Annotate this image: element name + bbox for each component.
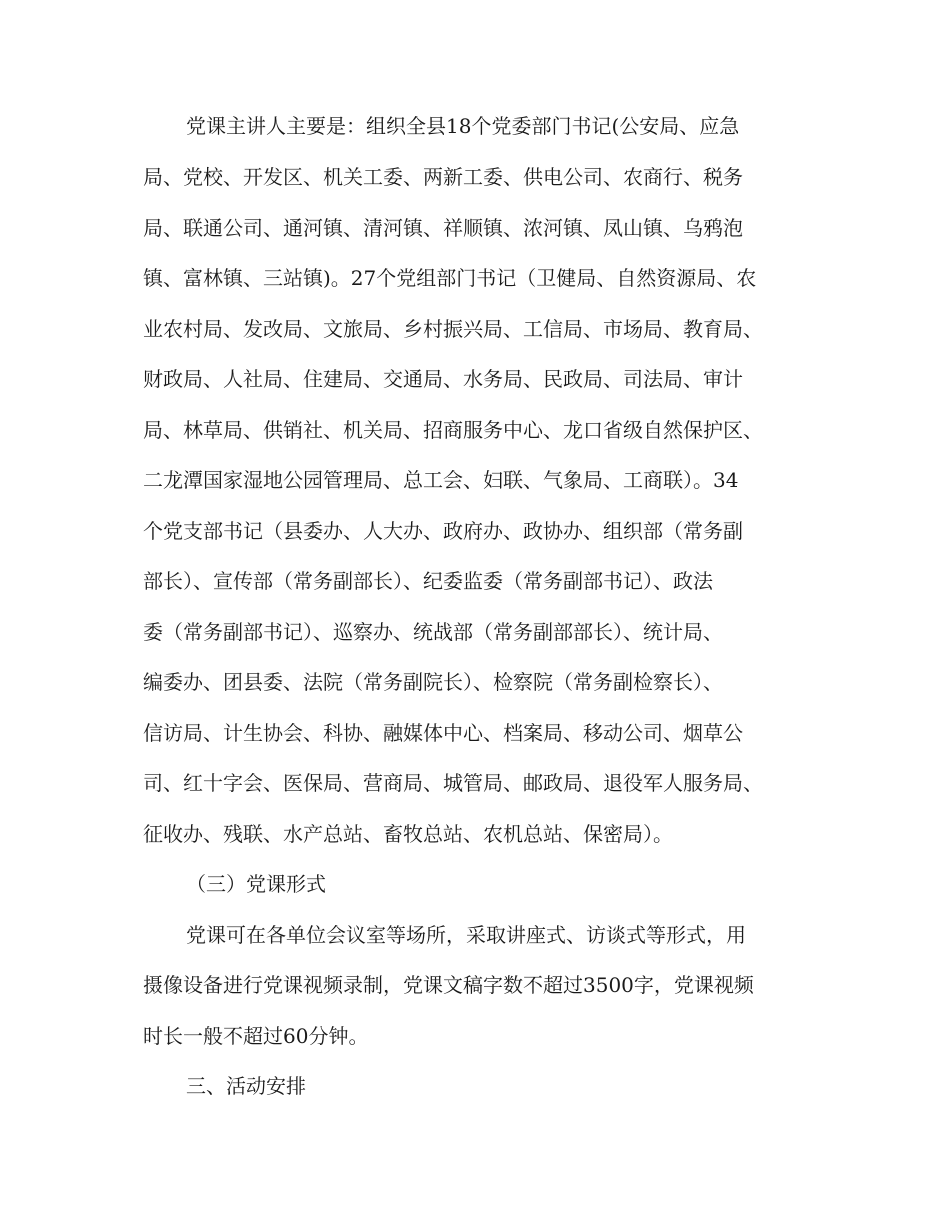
text-line-10: 部长）、宣传部（常务副部长）、纪委监委（常务副部书记）、政法 <box>143 569 713 593</box>
text-line-18: 摄像设备进行党课视频录制，党课文稿字数不超过3500字，党课视频 <box>143 973 754 997</box>
text-line-9: 个党支部书记（县委办、人大办、政府办、政协办、组织部（常务副 <box>143 519 743 543</box>
text-line-4: 镇、富林镇、三站镇)。27个党组部门书记（卫健局、自然资源局、农 <box>143 266 757 290</box>
text-line-2: 局、党校、开发区、机关工委、两新工委、供电公司、农商行、税务 <box>143 165 743 189</box>
text-line-17: 党课可在各单位会议室等场所，采取讲座式、访谈式等形式，用 <box>186 923 746 947</box>
text-line-12: 编委办、团县委、法院（常务副院长）、检察院（常务副检察长）、 <box>143 670 723 694</box>
text-line-7: 局、林草局、供销社、机关局、招商服务中心、龙口省级自然保护区、 <box>143 418 763 442</box>
text-line-1: 党课主讲人主要是：组织全县18个党委部门书记(公安局、应急 <box>186 114 740 138</box>
section-heading-course-format: （三）党课形式 <box>186 872 326 896</box>
text-line-5: 业农村局、发改局、文旅局、乡村振兴局、工信局、市场局、教育局、 <box>143 317 763 341</box>
text-line-19: 时长一般不超过60分钟。 <box>143 1024 369 1048</box>
text-line-6: 财政局、人社局、住建局、交通局、水务局、民政局、司法局、审计 <box>143 367 743 391</box>
text-line-3: 局、联通公司、通河镇、清河镇、祥顺镇、浓河镇、凤山镇、乌鸦泡 <box>143 216 743 240</box>
text-line-13: 信访局、计生协会、科协、融媒体中心、档案局、移动公司、烟草公 <box>143 721 743 745</box>
text-line-8: 二龙潭国家湿地公园管理局、总工会、妇联、气象局、工商联）。34 <box>143 468 739 492</box>
text-line-14: 司、红十字会、医保局、营商局、城管局、邮政局、退役军人服务局、 <box>143 771 763 795</box>
text-line-15: 征收办、残联、水产总站、畜牧总站、农机总站、保密局）。 <box>143 822 673 846</box>
section-heading-activity-arrangement: 三、活动安排 <box>186 1074 306 1098</box>
text-line-11: 委（常务副部书记）、巡察办、统战部（常务副部部长）、统计局、 <box>143 620 723 644</box>
